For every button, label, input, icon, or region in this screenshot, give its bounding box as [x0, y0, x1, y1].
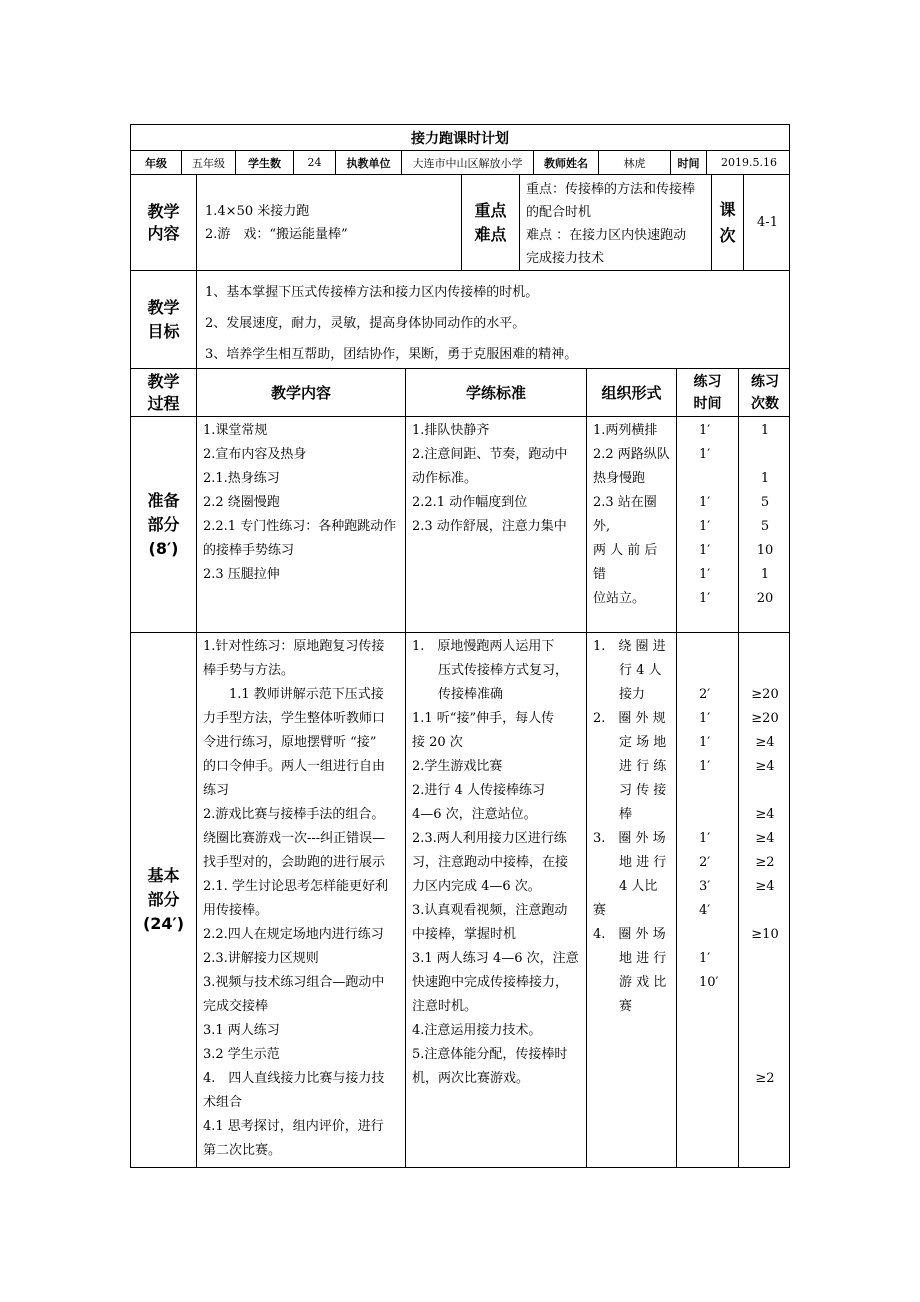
basic-content-line: 力手型方法，学生整体听教师口: [203, 711, 386, 726]
basic-standard-line: 1.1 听“接”伸手，每人传: [412, 711, 555, 726]
basic-count-value: [739, 779, 791, 803]
prep-count-value: 1: [760, 423, 770, 438]
basic-time-value: 1′: [699, 711, 711, 726]
lesson-label-1: 课: [719, 199, 736, 219]
basic-time-value: 1′: [699, 951, 711, 966]
content-items: [197, 175, 462, 270]
focus-line-3: 难点 ：在接力区内快速跑动: [526, 228, 687, 243]
lesson-value: 4-1: [757, 215, 778, 230]
basic-content-line: 3.1 两人练习: [203, 1023, 280, 1038]
basic-content-line: 棒手势与方法。: [203, 663, 295, 678]
lesson-label-2: 次: [719, 225, 736, 245]
basic-content-line: 找手型对的，会助跑的进行展示: [203, 855, 386, 870]
prep-content-line: 的接棒手势练习: [203, 543, 295, 558]
basic-time-value: 2′: [699, 687, 711, 702]
basic-content-line: 1.针对性练习：原地跑复习传接: [203, 639, 385, 654]
basic-content-line: 2.2.四人在规定场地内进行练习: [203, 927, 384, 942]
basic-count-value: ≥2: [755, 855, 775, 870]
basic-count-value: ≥10: [751, 927, 779, 942]
basic-content-line: 4. 四人直线接力比赛与接力技: [203, 1071, 385, 1086]
grade-label: 年级: [131, 151, 182, 174]
basic-standard-line: 2.进行 4 人传接棒练习: [412, 783, 545, 798]
school-label: 执教单位: [336, 151, 402, 174]
basic-standard-line: 2.3.两人利用接力区进行练: [412, 831, 567, 846]
prep-label-3: (8′): [148, 538, 179, 558]
basic-time-value: 1′: [699, 831, 711, 846]
prep-form-line: 两 人 前 后 错: [593, 543, 658, 582]
prep-time-value: [699, 467, 738, 491]
prep-standard-line: 1.排队快静齐: [412, 423, 490, 438]
basic-row: [130, 633, 790, 1168]
prep-time-value: 1′: [699, 447, 711, 462]
content-label-2: 内容: [147, 223, 180, 243]
basic-count-value: [739, 899, 791, 923]
header-time: [677, 369, 739, 416]
goals-list: [197, 271, 791, 368]
basic-form-line: 接力: [593, 687, 646, 702]
basic-count-value: [739, 971, 791, 995]
lesson-label: [712, 175, 744, 270]
content-item-2: 2.游 戏：“搬运能量棒”: [205, 226, 348, 242]
basic-form-line: 4. 圈 外 场: [593, 927, 666, 942]
basic-count-value: [739, 1043, 791, 1067]
focus-line-2: 的配合时机: [526, 205, 592, 220]
school-value: 大连市中山区解放小学: [402, 151, 534, 174]
prep-standard-line: 动作标准。: [412, 471, 478, 486]
prep-content-line: 1.课堂常规: [203, 423, 268, 438]
focus-line-1: 重点：传接棒的方法和传接棒: [526, 182, 696, 197]
goals-row: [130, 271, 790, 369]
teacher-label: 教师姓名: [534, 151, 599, 174]
basic-time-value: 10′: [699, 975, 719, 990]
basic-content-line: 1.1 教师讲解示范下压式接: [203, 687, 384, 702]
basic-standard-line: 注意时机。: [412, 999, 478, 1014]
basic-time-value: 3′: [699, 879, 711, 894]
date-value: 2019.5.16: [721, 156, 777, 169]
basic-time-value: [699, 635, 738, 659]
basic-count-value: [739, 995, 791, 1019]
basic-time-value: 2′: [699, 855, 711, 870]
prep-standard: [406, 417, 587, 632]
prep-content-line: 2.宣布内容及热身: [203, 447, 307, 462]
basic-label-3: (24′): [142, 914, 185, 933]
basic-form-line: 定 场 地: [593, 735, 667, 750]
header-process-2: 过程: [147, 393, 180, 413]
focus-label-2: 难点: [474, 224, 507, 244]
basic-count-value: ≥2: [755, 1071, 775, 1086]
basic-standard-line: 2.学生游戏比赛: [412, 759, 503, 774]
basic-time-value: 1′: [699, 735, 711, 750]
header-process-1: 教学: [147, 371, 180, 391]
header-form: 组织形式: [587, 369, 677, 416]
basic-form-line: 3. 圈 外 场: [593, 831, 666, 846]
prep-count-value: 5: [760, 495, 770, 510]
goal-item-1: 1、基本掌握下压式传接棒方法和接力区内传接棒的时机。: [205, 285, 539, 300]
header-content: 教学内容: [197, 369, 406, 416]
content-item-1: 1.4×50 米接力跑: [205, 203, 310, 219]
basic-label-1: 基本: [147, 866, 180, 885]
focus-label-1: 重点: [474, 200, 507, 220]
process-header-row: [130, 369, 790, 417]
basic-content-line: 的口令伸手。两人一组进行自由: [203, 759, 386, 774]
focus-label: [462, 175, 520, 270]
basic-standard-line: 5.注意体能分配，传接棒时: [412, 1047, 568, 1062]
header-time-1: 练习: [693, 373, 722, 390]
prep-time-value: 1′: [699, 567, 711, 582]
basic-form-line: 赛: [593, 999, 633, 1014]
prep-count-value: 1: [760, 471, 770, 486]
basic-count-value: ≥20: [751, 711, 779, 726]
basic-standard-line: 接 20 次: [412, 735, 463, 750]
table-title: 接力跑课时计划: [130, 124, 790, 151]
basic-standard-line: 机，两次比赛游戏。: [412, 1071, 530, 1086]
basic-standard-line: 快速跑中完成传接棒接力，: [412, 975, 569, 990]
prep-standard-line: 2.2.1 动作幅度到位: [412, 495, 528, 510]
header-count: [739, 369, 791, 416]
basic-content: [197, 633, 406, 1167]
content-label: [131, 175, 197, 270]
basic-time-value: [699, 923, 738, 947]
prep-content-line: 2.3 压腿拉伸: [203, 567, 280, 582]
basic-count-value: [739, 659, 791, 683]
basic-content-line: 2.3.讲解接力区规则: [203, 951, 319, 966]
basic-standard-line: 力区内完成 4—6 次。: [412, 879, 541, 894]
prep-standard-line: 2.注意间距、节奏，跑动中: [412, 447, 568, 462]
basic-count-value: [739, 1019, 791, 1043]
basic-form: [587, 633, 677, 1167]
prep-count-value: 5: [760, 519, 770, 534]
basic-count-value: ≥4: [755, 879, 775, 894]
prep-times: [677, 417, 739, 632]
prep-form-line: 1.两列横排: [593, 423, 658, 438]
prep-label-2: 部分: [147, 514, 180, 534]
header-process: [131, 369, 197, 416]
basic-form-line: 游 戏 比: [593, 975, 667, 990]
basic-count-value: ≥4: [755, 807, 775, 822]
goal-item-3: 3、培养学生相互帮助，团结协作，果断，勇于克服困难的精神。: [205, 347, 578, 362]
basic-content-line: 绕圈比赛游戏一次---纠正错误—: [203, 831, 386, 846]
basic-standard-line: 1. 原地慢跑两人运用下: [412, 639, 555, 654]
basic-standard-line: 3.1 两人练习 4—6 次，注意: [412, 951, 579, 966]
time-label: 时间: [671, 151, 707, 174]
basic-content-line: 练习: [203, 783, 230, 798]
basic-form-line: 棒: [593, 807, 633, 822]
prep-label: [131, 417, 197, 632]
prep-row: [130, 417, 790, 633]
prep-label-1: 准备: [147, 490, 180, 510]
prep-time-value: 1′: [699, 495, 711, 510]
basic-count-value: ≥4: [755, 735, 775, 750]
prep-content-line: 2.2.1 专门性练习：各种跑跳动作: [203, 519, 397, 534]
basic-content-line: 第二次比赛。: [203, 1143, 282, 1158]
prep-content-line: 2.2 绕圈慢跑: [203, 495, 280, 510]
basic-counts: [739, 633, 791, 1167]
header-count-1: 练习: [751, 373, 779, 390]
basic-content-line: 2.1. 学生讨论思考怎样能更好利: [203, 879, 388, 894]
basic-form-line: 地 进 行: [593, 855, 667, 870]
prep-count-value: 10: [756, 543, 774, 558]
basic-standard-line: 4—6 次，注意站位。: [412, 807, 537, 822]
content-label-1: 教学: [147, 201, 180, 221]
basic-content-line: 令进行练习，原地摆臂听 “接”: [203, 735, 377, 750]
prep-time-value: 1′: [699, 591, 711, 606]
prep-form-line: 热身慢跑: [593, 471, 646, 486]
goals-label-1: 教学: [147, 297, 180, 317]
basic-standard-line: 3.认真观看视频，注意跑动: [412, 903, 568, 918]
prep-counts: [739, 417, 791, 632]
prep-count-value: 20: [756, 591, 774, 606]
basic-count-value: [739, 947, 791, 971]
basic-standard-line: 传接棒准确: [412, 687, 504, 702]
prep-form-line: 位站立。: [593, 591, 646, 606]
prep-content: [197, 417, 406, 632]
basic-count-value: ≥20: [751, 687, 779, 702]
basic-form-line: 地 进 行: [593, 951, 667, 966]
goal-item-2: 2、发展速度，耐力，灵敏，提高身体协同动作的水平。: [205, 316, 526, 331]
teacher-value: 林虎: [599, 151, 671, 174]
basic-time-value: [699, 803, 738, 827]
prep-standard-line: 2.3 动作舒展，注意力集中: [412, 519, 567, 534]
basic-standard-line: 4.注意运用接力技术。: [412, 1023, 542, 1038]
students-label: 学生数: [236, 151, 294, 174]
grade-value: 五年级: [182, 151, 236, 174]
basic-form-line: 4 人比赛: [593, 879, 658, 918]
basic-label: [131, 633, 197, 1167]
basic-form-line: 习 传 接: [593, 783, 667, 798]
prep-count-value: 1: [760, 567, 770, 582]
basic-time-value: 4′: [699, 903, 711, 918]
basic-label-2: 部分: [147, 890, 180, 909]
prep-form-line: 2.3 站在圈外,: [593, 495, 657, 534]
basic-content-line: 完成交接棒: [203, 999, 269, 1014]
basic-content-line: 4.1 思考探讨，组内评价，进行: [203, 1119, 384, 1134]
prep-count-value: [739, 443, 791, 467]
focus-line-4: 完成接力技术: [526, 251, 605, 266]
basic-content-line: 用传接棒。: [203, 903, 269, 918]
goals-label: [131, 271, 197, 368]
focus-text: [520, 175, 712, 270]
basic-standard-line: 习，注意跑动中接棒，在接: [412, 855, 569, 870]
prep-form: [587, 417, 677, 632]
basic-standard-line: 压式传接棒方式复习，: [412, 663, 569, 678]
header-time-2: 时间: [693, 395, 722, 412]
basic-content-line: 3.视频与技术练习组合—跑动中: [203, 975, 385, 990]
basic-content-line: 2.游戏比赛与接棒手法的组合。: [203, 807, 385, 822]
header-standard: 学练标准: [406, 369, 587, 416]
basic-time-value: [699, 779, 738, 803]
prep-content-line: 2.1.热身练习: [203, 471, 280, 486]
basic-times: [677, 633, 739, 1167]
basic-time-value: 1′: [699, 759, 711, 774]
goals-label-2: 目标: [147, 321, 180, 341]
info-row: [130, 151, 790, 175]
header-count-2: 次数: [751, 395, 779, 412]
basic-form-line: 行 4 人: [593, 663, 662, 678]
basic-count-value: ≥4: [755, 831, 775, 846]
basic-content-line: 术组合: [203, 1095, 243, 1110]
basic-content-line: 3.2 学生示范: [203, 1047, 280, 1062]
prep-time-value: 1′: [699, 423, 711, 438]
basic-form-line: 2. 圈 外 规: [593, 711, 666, 726]
students-value: 24: [294, 151, 336, 174]
basic-count-value: [739, 635, 791, 659]
basic-standard: [406, 633, 587, 1167]
prep-time-value: 1′: [699, 519, 711, 534]
basic-standard-line: 中接棒，掌握时机: [412, 927, 517, 942]
basic-form-line: 进 行 练: [593, 759, 667, 774]
basic-count-value: ≥4: [755, 759, 775, 774]
prep-time-value: 1′: [699, 543, 711, 558]
basic-time-value: [699, 659, 738, 683]
prep-form-line: 2.2 两路纵队: [593, 447, 670, 462]
content-row: [130, 175, 790, 271]
basic-form-line: 1. 绕 圈 进: [593, 639, 666, 654]
